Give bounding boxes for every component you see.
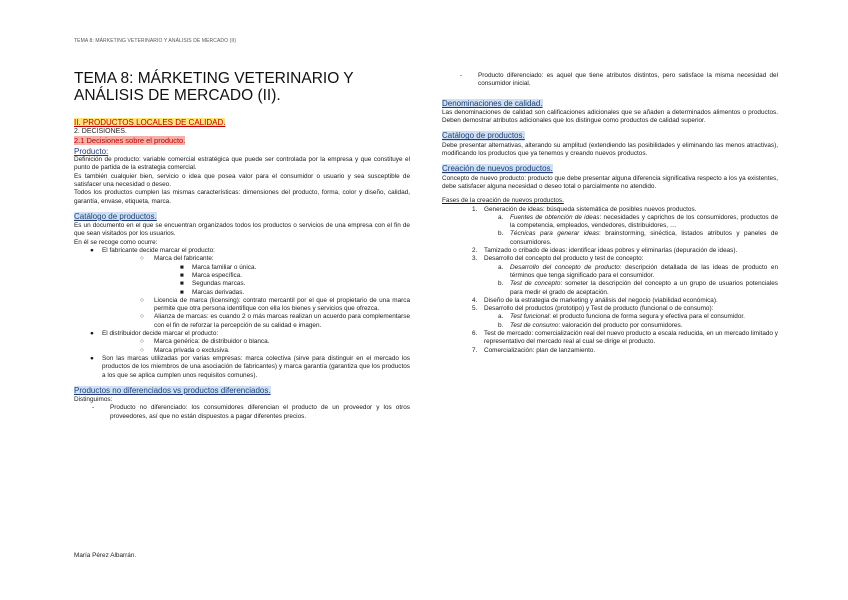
producto-definition-2: Es también cualquier bien, servicio o idea que posea valor para el consumidor o usuario y sea susceptible de satisfacer una necesidad o deseo. bbox=[74, 172, 410, 188]
diferenciados-intro: Distinguimos: bbox=[74, 396, 113, 404]
list-item: - Producto no diferenciado: los consumidores diferencian el producto de un proveedor y los otros proveedores, así que no están dispuestos a pagar diferentes precios. bbox=[92, 404, 410, 420]
dash-bullet-icon: - bbox=[92, 404, 95, 412]
list-item: ● Son las marcas utilizadas por varias empresas: marca colectiva (sirve para distinguir en el mercado los productos de los miembros de una asociación de fabricantes) y marca garantía (garantiza que los productos a los que se aplica cumplen unos requisitos comunes). bbox=[90, 354, 410, 379]
subitem-letter: a. bbox=[498, 313, 504, 321]
circle-bullet-icon: ○ bbox=[140, 255, 144, 263]
subitem-letter: b. bbox=[498, 321, 504, 329]
phase-number: 6. bbox=[472, 330, 478, 338]
subitem-label: Fuentes de obtención de ideas bbox=[510, 213, 600, 221]
catalogo-heading: Catálogo de productos. bbox=[74, 211, 157, 221]
catalogo-list bbox=[74, 247, 410, 380]
subitem-text: : brainstorming, sinéctica, listados atributos y paneles de consumidores. bbox=[510, 230, 779, 246]
phase-item bbox=[442, 247, 778, 255]
subitem-letter: a. bbox=[498, 213, 504, 221]
subitem-letter: b. bbox=[498, 280, 504, 288]
list-item: ○ Licencia de marca (licensing): contrato mercantil por el que el propietario de una marca permite que otra persona identifique con ella los bienes y servicios que ofrezca. bbox=[140, 296, 410, 313]
bullet-icon: ● bbox=[90, 354, 94, 362]
circle-bullet-icon: ○ bbox=[140, 338, 144, 346]
phase-subitem bbox=[442, 313, 778, 321]
square-bullet-icon: ■ bbox=[180, 271, 184, 279]
phases-list bbox=[442, 206, 778, 355]
phases-heading: Fases de la creación de nuevos productos. bbox=[442, 197, 564, 205]
phase-item bbox=[442, 330, 778, 347]
phase-text: Diseño de la estrategia de marketing y análisis del negocio (viabilidad económica). bbox=[484, 296, 718, 304]
square-bullet-icon: ■ bbox=[180, 280, 184, 288]
subitem-letter: b. bbox=[498, 230, 504, 238]
producto-definition: Definición de producto: variable comercial estratégica que puede ser controlada por la empresa y que constituye el punto de partida de la estrategia comercial. bbox=[74, 156, 410, 172]
phase-text: Tamizado o cribado de ideas: identificar ideas pobres y eliminarlas (depuración de ideas). bbox=[484, 247, 738, 255]
bullet-icon: ● bbox=[90, 247, 94, 255]
decisions-heading: 2. DECISIONES. bbox=[74, 128, 127, 136]
phase-item bbox=[442, 206, 778, 214]
square-bullet-icon: ■ bbox=[180, 263, 184, 271]
diferenciados-list bbox=[74, 404, 410, 421]
list-item: ○ Alianza de marcas: es cuando 2 o más marcas realizan un acuerdo para complementarse con el fin de reforzar la percepción de su calidad e imagen. bbox=[140, 313, 410, 329]
square-bullet-icon: ■ bbox=[180, 288, 184, 296]
dash-bullet-icon: - bbox=[460, 72, 463, 79]
catalogo2-text: Debe presentar alternativas, alterando su amplitud (extendiendo las posibilidades y eliminando las menos atractivas), modificando los productos que ya tenemos y creando nuevos productos. bbox=[442, 141, 778, 158]
phase-number: 2. bbox=[472, 247, 478, 255]
list-item: ○ Marca genérica: de distribuidor o blanca. bbox=[140, 338, 270, 346]
list-item: - Producto diferenciado: es aquel que tiene atributos distintos, pero satisface la misma necesidad del consumidor inicial. bbox=[460, 72, 778, 88]
phase-item bbox=[442, 297, 778, 305]
right-column bbox=[442, 72, 778, 355]
subitem-text: : necesidades y caprichos de los consumidores, productos de la competencia, empleados, vendedores, distribuidores, … bbox=[510, 213, 779, 230]
producto-characteristics: Todos los productos cumplen las mismas características: dimensiones del producto, forma, color y diseño, calidad, garantía, envase, etiqueta, marca. bbox=[74, 189, 410, 205]
subitem-text: : descripción detallada de las ideas de producto en términos que tenga significado para el consumidor. bbox=[510, 263, 779, 279]
catalogo-intro: En él se recoge como ocurre: bbox=[74, 238, 158, 246]
phase-text: Generación de ideas: búsqueda sistemática de posibles nuevos productos. bbox=[484, 205, 697, 213]
list-item: ■ Segundas marcas. bbox=[180, 280, 246, 288]
phase-number: 4. bbox=[472, 296, 478, 304]
subitem-label: Test de consumo bbox=[510, 321, 559, 329]
bullet-icon: ● bbox=[90, 330, 94, 338]
phase-number: 3. bbox=[472, 255, 478, 263]
subitem-label: Desarrollo del concepto de producto bbox=[510, 263, 620, 271]
footer-author: María Pérez Albarrán. bbox=[74, 552, 137, 559]
phase-item bbox=[442, 305, 778, 313]
denominaciones-heading: Denominaciones de calidad. bbox=[442, 98, 543, 108]
phase-item bbox=[442, 255, 778, 263]
list-item: ○ Marca privada o exclusiva. bbox=[140, 346, 230, 354]
phase-text: Test de mercado: comercialización real del nuevo producto a escala reducida, en un mercado limitado y representativo del mercado real al cual se dirige el producto. bbox=[484, 330, 778, 346]
subitem-letter: a. bbox=[498, 263, 504, 271]
producto-heading: Producto: bbox=[74, 146, 109, 156]
diferenciados-heading: Productos no diferenciados vs productos diferenciados. bbox=[74, 385, 271, 395]
list-item: ● El distribuidor decide marcar el producto: bbox=[90, 330, 219, 338]
denominaciones-text: Las denominaciones de calidad son calificaciones adicionales que se añaden a determinados alimentos o productos. Deben demostrar atributos adicionales que los distingue como productos de calidad superior. bbox=[442, 108, 778, 125]
creacion-heading: Creación de nuevos productos. bbox=[442, 164, 553, 174]
phase-number: 1. bbox=[472, 205, 478, 213]
circle-bullet-icon: ○ bbox=[140, 296, 144, 304]
left-column bbox=[74, 70, 410, 421]
phase-text: Comercialización: plan de lanzamiento. bbox=[484, 346, 596, 354]
catalogo2-heading: Catálogo de productos. bbox=[442, 131, 525, 141]
list-item: ■ Marca familiar o única. bbox=[180, 263, 257, 271]
list-item: ● El fabricante decide marcar el producto: bbox=[90, 247, 215, 255]
subitem-label: Técnicas para generar ideas bbox=[510, 230, 600, 238]
diferenciados-list-cont bbox=[442, 72, 778, 89]
phase-subitem bbox=[442, 230, 778, 247]
section-heading: II. PRODUCTOS LOCALES DE CALIDAD. bbox=[74, 118, 226, 127]
catalogo-definition: Es un documento en el que se encuentran organizados todos los productos o servicios de una empresa con el fin de que sean visitados por los usuarios. bbox=[74, 222, 410, 238]
phase-number: 5. bbox=[472, 305, 478, 313]
list-item: ○ Marca del fabricante: bbox=[140, 255, 214, 263]
circle-bullet-icon: ○ bbox=[140, 313, 144, 321]
subitem-label: Test de concepto bbox=[510, 280, 561, 288]
phase-item bbox=[442, 347, 778, 355]
running-header: TEMA 8: MÁRKETING VETERINARIO Y ANÁLISIS DE MERCADO (II) bbox=[74, 38, 237, 44]
page-title: TEMA 8: MÁRKETING VETERINARIO Y ANÁLISIS DE MERCADO (II). bbox=[74, 70, 354, 104]
subitem-text: : valoración del producto por consumidores. bbox=[558, 321, 683, 329]
phase-text: Desarrollo del concepto del producto y test de concepto: bbox=[484, 255, 644, 263]
subitem-label: Test funcional bbox=[510, 313, 550, 321]
creacion-text: Concepto de nuevo producto: producto que debe presentar alguna diferencia significativa respecto a los ya existentes, debe satisfacer alguna necesidad o deseo total o parcialmente no atendido. bbox=[442, 174, 778, 190]
circle-bullet-icon: ○ bbox=[140, 346, 144, 354]
phase-subitem bbox=[442, 214, 778, 231]
phase-subitem bbox=[442, 280, 778, 297]
subitem-text: : el producto funciona de forma segura y efectiva para el consumidor. bbox=[549, 313, 745, 321]
phase-text: Desarrollo del productos (prototipo) y Test de producto (funcional o de consumo): bbox=[484, 305, 714, 313]
phase-number: 7. bbox=[472, 346, 478, 354]
list-item: ■ Marca específica. bbox=[180, 271, 243, 279]
subitem-text: : someter la descripción del concepto a un grupo de usuarios potenciales para medir el grado de aceptación. bbox=[510, 280, 778, 296]
list-item: ■ Marcas derivadas. bbox=[180, 288, 245, 296]
phase-subitem bbox=[442, 322, 778, 330]
phase-subitem bbox=[442, 264, 778, 281]
decisions-subheading: 2.1 Decisiones sobre el producto. bbox=[74, 136, 186, 146]
